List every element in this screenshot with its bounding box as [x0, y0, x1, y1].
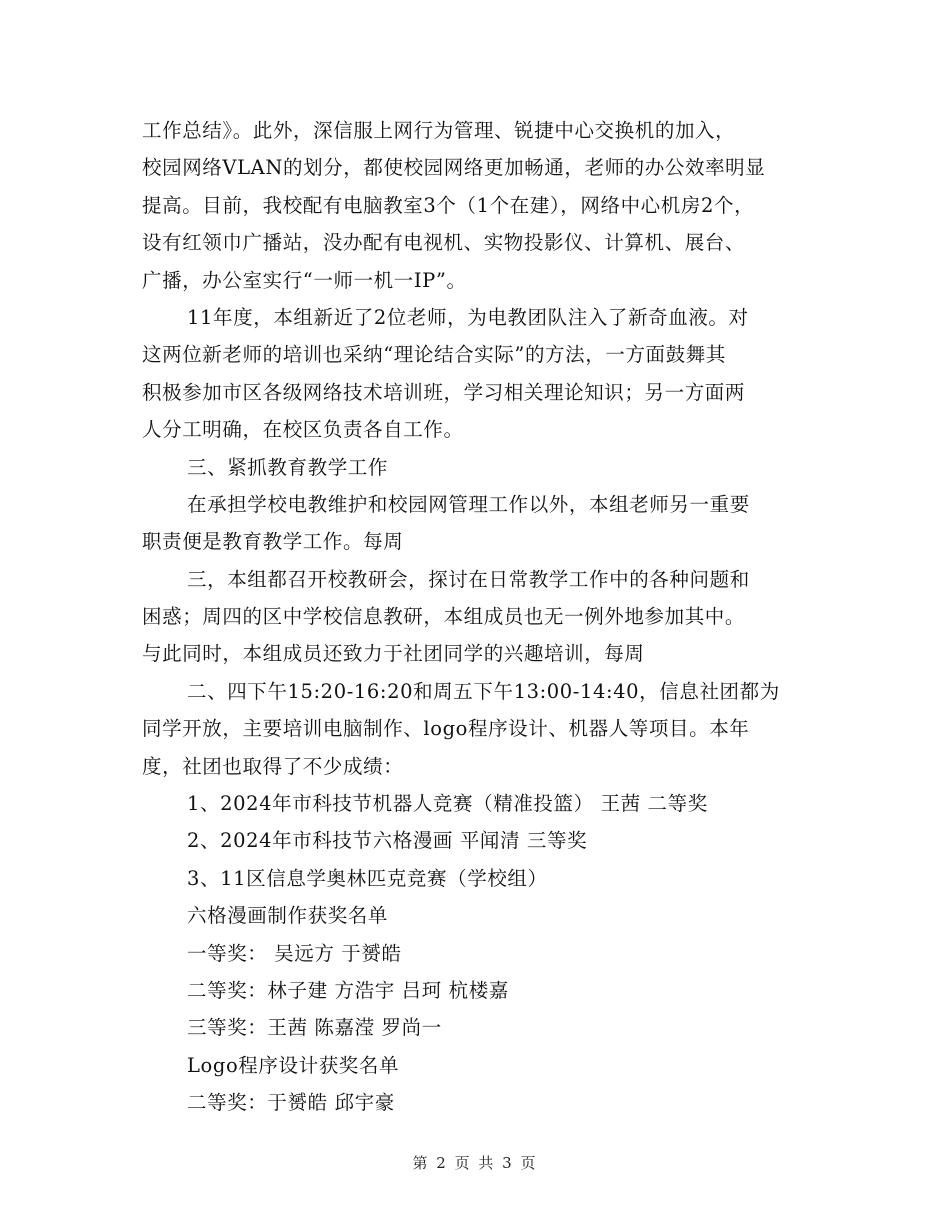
award-item: 1、2024年市科技节机器人竞赛（精准投篮） 王茜 二等奖: [187, 792, 708, 816]
award-winners: 三等奖：王茜 陈嘉滢 罗尚一: [187, 1016, 442, 1040]
body-line: 职责便是教育教学工作。每周: [142, 530, 404, 554]
award-item: 3、11区信息学奥林匹克竞赛（学校组）: [187, 866, 548, 890]
body-line: 二、四下午15:20-16:20和周五下午13:00-14:40，信息社团都为: [187, 679, 780, 703]
body-line: 积极参加市区各级网络技术培训班，学习相关理论知识；另一方面两: [142, 380, 746, 404]
award-list-title: Logo程序设计获奖名单: [187, 1053, 400, 1077]
award-winners: 一等奖： 吴远方 于赟皓: [187, 941, 402, 965]
body-line: 这两位新老师的培训也采纳“理论结合实际”的方法，一方面鼓舞其: [142, 343, 726, 367]
award-item: 2、2024年市科技节六格漫画 平闻清 三等奖: [187, 829, 588, 853]
body-line: 度，社团也取得了不少成绩：: [142, 754, 404, 778]
body-line: 校园网络VLAN的划分，都使校园网络更加畅通，老师的办公效率明显: [142, 156, 766, 180]
body-line: 困惑；周四的区中学校信息教研，本组成员也无一例外地参加其中。: [142, 605, 746, 629]
body-line: 11年度，本组新近了2位老师，为电教团队注入了新奇血液。对: [187, 305, 749, 329]
award-list-title: 六格漫画制作获奖名单: [187, 904, 389, 928]
body-line: 与此同时，本组成员还致力于社团同学的兴趣培训，每周: [142, 642, 645, 666]
body-line: 广播，办公室实行“一师一机一IP”。: [142, 268, 467, 292]
body-line: 在承担学校电教维护和校园网管理工作以外，本组老师另一重要: [187, 492, 750, 516]
body-line: 同学开放，主要培训电脑制作、logo程序设计、机器人等项目。本年: [142, 717, 750, 741]
body-line: 工作总结》。此外，深信服上网行为管理、锐捷中心交换机的加入，: [142, 119, 736, 142]
award-winners: 二等奖：林子建 方浩宇 吕珂 杭楼嘉: [187, 978, 509, 1002]
page-number-footer: 第 2 页 共 3 页: [412, 1154, 538, 1172]
section-heading: 三、紧抓教育教学工作: [187, 455, 389, 479]
body-line: 提高。目前，我校配有电脑教室3个（1个在建），网络中心机房2个，: [142, 193, 755, 217]
document-body: [142, 112, 822, 1122]
body-line: 设有红领巾广播站，没办配有电视机、实物投影仪、计算机、展台、: [142, 231, 746, 255]
body-line: 人分工明确，在校区负责各自工作。: [142, 418, 464, 442]
body-line: 三，本组都召开校教研会，探讨在日常教学工作中的各种问题和: [187, 567, 750, 591]
award-winners: 二等奖：于赟皓 邱宇豪: [187, 1091, 395, 1115]
